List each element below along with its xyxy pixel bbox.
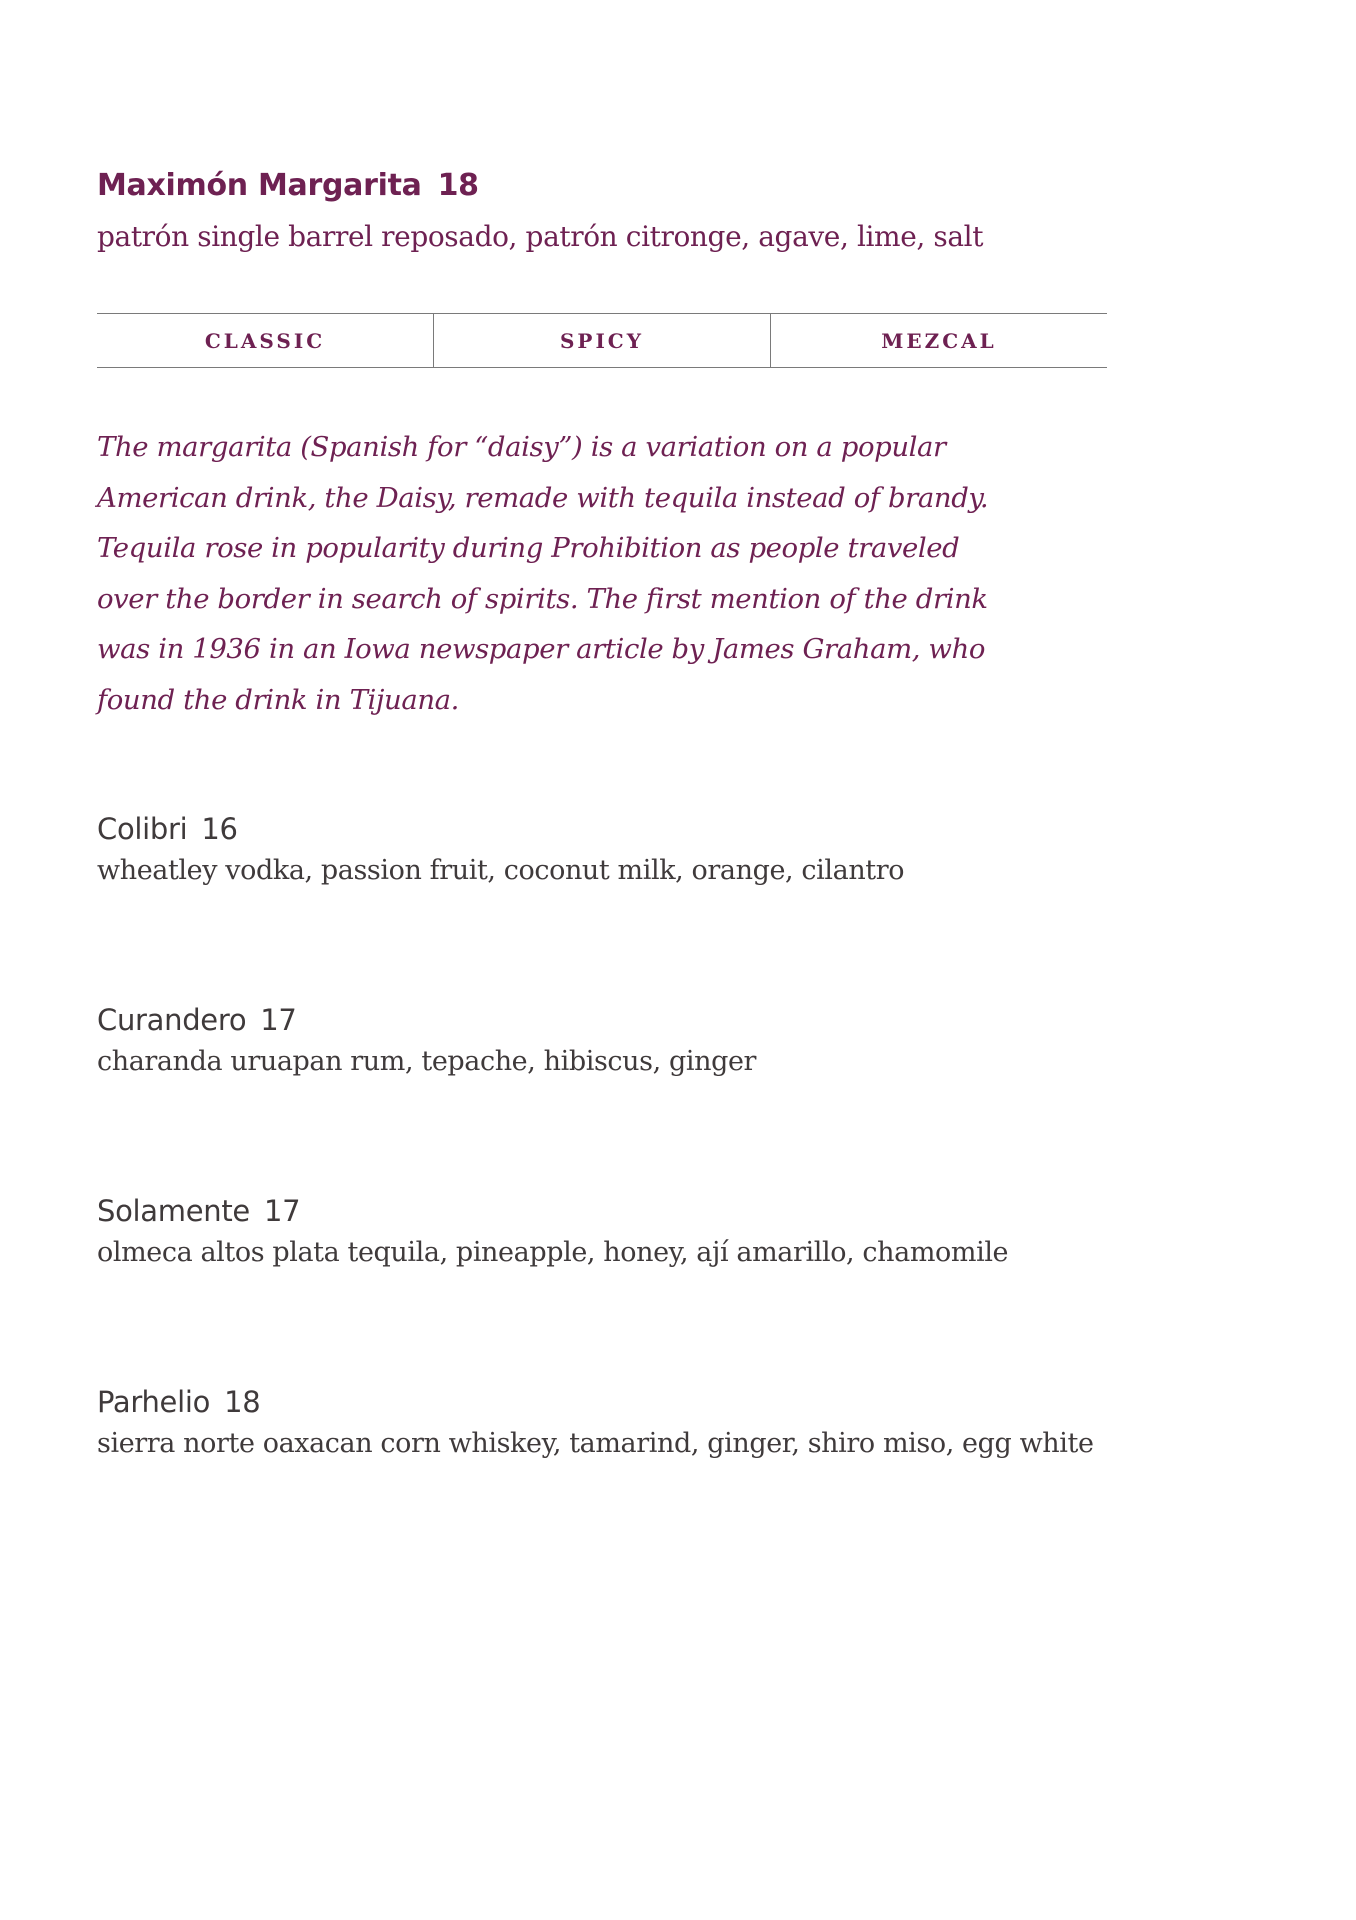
- menu-item-title: [97, 1382, 1094, 1422]
- menu-item-colibri: [97, 809, 904, 886]
- menu-item-solamente: [97, 1191, 1008, 1268]
- menu-item-parhelio: [97, 1382, 1094, 1459]
- menu-item-curandero: [97, 1000, 756, 1077]
- history-line: over the border in search of spirits. The first mention of the drink: [97, 582, 988, 615]
- history-line: found the drink in Tijuana.: [97, 683, 460, 716]
- menu-item-price: 16: [201, 812, 238, 846]
- margarita-style-tabs: [97, 313, 1107, 368]
- menu-item-price: 17: [263, 1194, 301, 1228]
- menu-item-title: [97, 1000, 756, 1040]
- featured-drink-ingredients: patrón single barrel reposado, patrón citronge, agave, lime, salt: [97, 220, 984, 253]
- menu-item-name: Curandero: [97, 1003, 247, 1037]
- menu-item-name: Colibri: [97, 812, 188, 846]
- menu-item-name: Parhelio: [97, 1385, 211, 1419]
- tab-spicy[interactable]: SPICY: [433, 314, 770, 367]
- menu-item-title: [97, 809, 904, 849]
- tab-mezcal[interactable]: MEZCAL: [770, 314, 1107, 367]
- menu-item-price: 18: [224, 1385, 261, 1419]
- menu-item-price: 17: [260, 1003, 297, 1037]
- history-line: American drink, the Daisy, remade with tequila instead of brandy.: [97, 481, 989, 514]
- history-line: Tequila rose in popularity during Prohibition as people traveled: [97, 532, 960, 564]
- featured-drink-title: [97, 168, 479, 203]
- menu-item-title: [97, 1191, 1008, 1231]
- featured-drink-name: Maximón Margarita: [97, 168, 422, 203]
- history-line: was in 1936 in an Iowa newspaper article by James Graham, who: [97, 633, 986, 665]
- margarita-history-paragraph: [97, 422, 1027, 725]
- menu-item-ingredients: wheatley vodka, passion fruit, coconut milk, orange, cilantro: [97, 855, 905, 886]
- menu-item-name: Solamente: [97, 1194, 250, 1228]
- menu-item-ingredients: olmeca altos plata tequila, pineapple, honey, ají amarillo, chamomile: [97, 1237, 1009, 1268]
- tab-classic[interactable]: CLASSIC: [204, 328, 326, 353]
- history-line: The margarita (Spanish for “daisy”) is a variation on a popular: [97, 431, 946, 463]
- menu-item-ingredients: sierra norte oaxacan corn whiskey, tamarind, ginger, shiro miso, egg white: [97, 1428, 1094, 1459]
- menu-item-ingredients: charanda uruapan rum, tepache, hibiscus, ginger: [97, 1046, 757, 1077]
- featured-drink-price: 18: [437, 168, 479, 203]
